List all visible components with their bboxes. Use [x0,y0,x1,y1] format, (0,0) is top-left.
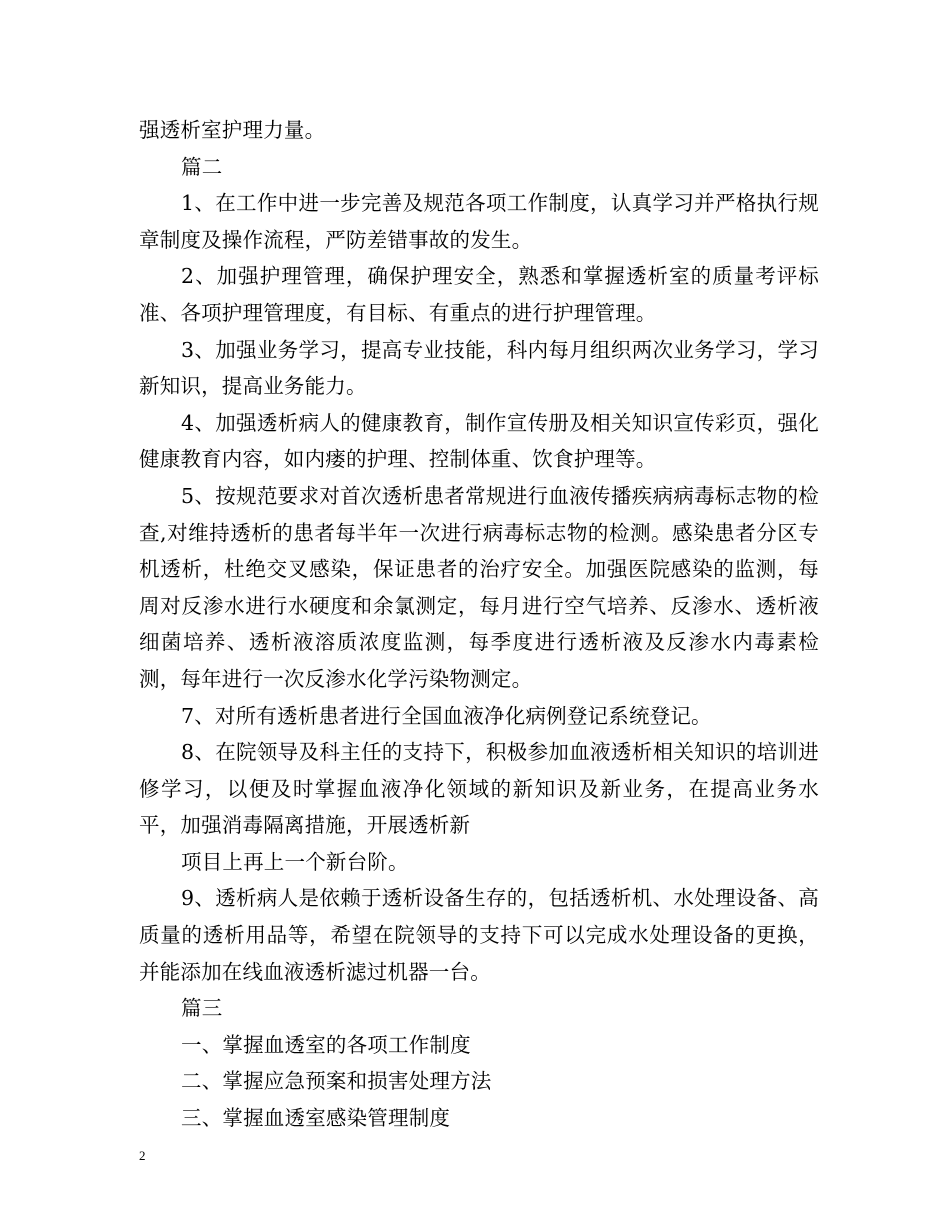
document-body [139,112,819,1137]
list-item: 三、掌握血透室感染管理制度 [181,1106,451,1131]
paragraph: 项目上再上一个新台阶。 [181,849,409,874]
paragraph: 强透析室护理力量。 [139,118,326,142]
paragraph: 3、加强业务学习，提高专业技能，科内每月组织两次业务学习，学习新知识，提高业务能力。 [139,337,819,399]
page-number: 2 [139,1148,146,1163]
paragraph: 4、加强透析病人的健康教育，制作宣传册及相关知识宣传彩页，强化健康教育内容，如内瘘的护理、控制体重、饮食护理等。 [139,410,819,472]
paragraph: 2、加强护理管理，确保护理安全，熟悉和掌握透析室的质量考评标准、各项护理管理度，有目标、有重点的进行护理管理。 [139,264,819,325]
paragraph: 8、在院领导及科主任的支持下，积极参加血液透析相关知识的培训进修学习，以便及时掌握血液净化领域的新知识及新业务，在提高业务水平，加强消毒隔离措施，开展透析新 [139,740,819,838]
paragraph: 7、对所有透析患者进行全国血液净化病例登记系统登记。 [181,703,712,728]
paragraph: 9、透析病人是依赖于透析设备生存的，包括透析机、水处理设备、高质量的透析用品等，希望在院领导的支持下可以完成水处理设备的更换，并能添加在线血液透析滤过机器一台。 [139,886,819,984]
section-heading-part-two: 篇二 [181,154,223,179]
paragraph: 5、按规范要求对首次透析患者常规进行血液传播疾病病毒标志物的检查,对维持透析的患者每半年一次进行病毒标志物的检测。感染患者分区专机透析，杜绝交叉感染，保证患者的治疗安全。加强医院感染的监测，每周对反渗水进行水硬度和余氯测定，每月进行空气培养、反渗水、透析液细菌培养、透析液溶质浓度监测，每季度进行透析液及反渗水内毒素检测，每年进行一次反渗水化学污染物测定。 [139,483,819,691]
list-item: 二、掌握应急预案和损害处理方法 [181,1069,492,1094]
section-heading-part-three: 篇三 [181,996,223,1021]
list-item: 一、掌握血透室的各项工作制度 [181,1032,471,1057]
paragraph: 1、在工作中进一步完善及规范各项工作制度，认真学习并严格执行规章制度及操作流程，严防差错事故的发生。 [139,191,819,252]
